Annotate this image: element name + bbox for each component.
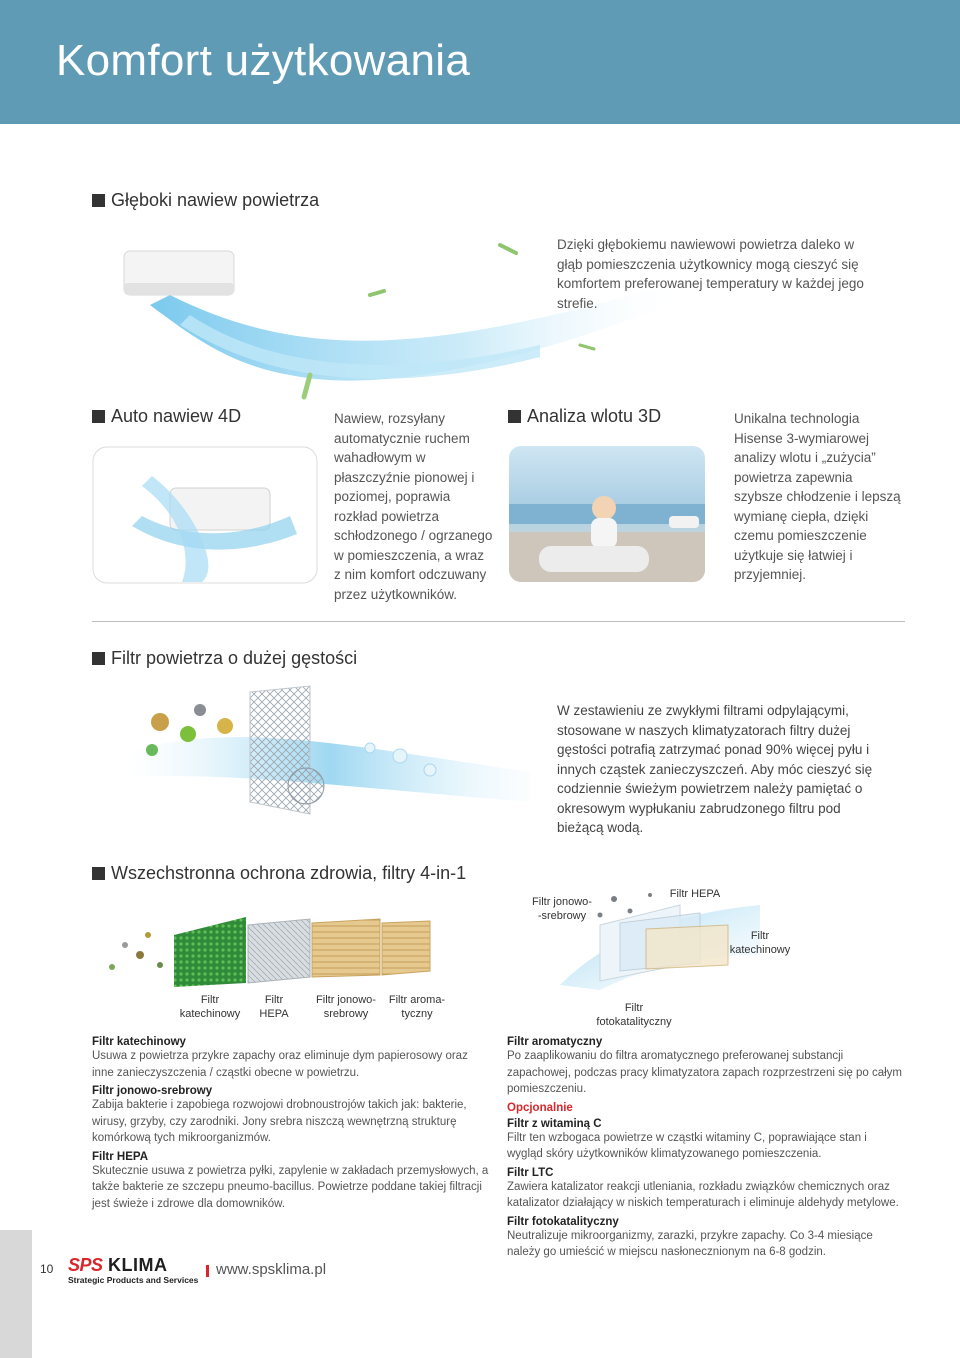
filter-title: Filtr HEPA: [92, 1150, 149, 1163]
page-number: 10: [40, 1262, 54, 1276]
fan-label-photocatalytic: Filtr fotokatalityczny: [596, 1002, 672, 1028]
high-density-filter-text: W zestawieniu ze zwykłymi filtrami odpylającymi, stosowane w naszych klimatyzatorach filtry dużej gęstości potrafią zatrzymać ponad 90% więcej pyłu i innych cząstek zanieczyszczeń. Aby móc cieszyć się codziennie świeżym powietrzem należy pamiętać o okresowym wypłukaniu zabrudzonego filtru pod bieżącą wodą.: [557, 703, 873, 835]
page-header: [0, 0, 960, 124]
3d-analysis-text: Unikalna technologia Hisense 3-wymiarowej analizy wlotu i „zużycia” powietrza zapewnia szybsze chłodzenie i lepszą wymianę ciepła, dzięki czemu pomieszczenie użytkuje się łatwiej i przyjemniej.: [734, 411, 901, 582]
website-link[interactable]: www.spsklima.pl: [216, 1261, 327, 1278]
filter-desc: Filtr ten wzbogaca powietrze w cząstki witaminy C, poprawiające stan i wygląd skóry użytkowników klimatyzowanego pomieszczenia.: [507, 1131, 867, 1160]
auto-4d-illustration: [92, 446, 318, 584]
section-title-4in1: Wszechstronna ochrona zdrowia, filtry 4-in-1: [92, 863, 466, 884]
bullet-square-icon: [92, 867, 105, 880]
filter-title: Filtr z witaminą C: [507, 1117, 602, 1130]
section-title-3d-analysis: Analiza wlotu 3D: [508, 406, 661, 427]
filter-label-catechin: Filtr katechinowy: [179, 994, 241, 1020]
fan-label-catechin: Filtr katechinowy: [729, 930, 791, 956]
family-photo: [509, 446, 705, 582]
url-separator: [206, 1265, 209, 1277]
filter-title: Filtr LTC: [507, 1166, 554, 1179]
section-title-auto-4d: Auto nawiew 4D: [92, 406, 241, 427]
filter-label-aromatic: Filtr aroma- tyczny: [388, 994, 446, 1020]
filter-title: Filtr fotokatalityczny: [507, 1215, 619, 1228]
filter-title: Filtr katechinowy: [92, 1036, 186, 1048]
deep-airflow-text: Dzięki głębokiemu nawiewowi powietrza daleko w głąb pomieszczenia użytkownicy mogą cieszyć się komfortem preferowanej temperatury w każdej jego strefie.: [557, 237, 864, 311]
bullet-square-icon: [92, 410, 105, 423]
filter-title: Filtr jonowo-srebrowy: [92, 1085, 213, 1097]
high-density-filter-illustration: [130, 682, 530, 822]
filter-label-ion-silver: Filtr jonowo- srebrowy: [316, 994, 376, 1020]
section-title-high-density-filter: Filtr powietrza o dużej gęstości: [92, 648, 357, 669]
filter-desc: Zabija bakterie i zapobiega rozwojowi drobnoustrojów takich jak: bakterie, wirusy, grzyby, czy zarodniki. Jony srebra niszczą wewnętrzną strukturę komórkową tych mikroorganizmów.: [92, 1099, 467, 1144]
filter-label-hepa: Filtr HEPA: [259, 994, 289, 1020]
fan-label-ion-silver: Filtr jonowo- -srebrowy: [532, 896, 592, 922]
filter-desc: Zawiera katalizator reakcji utleniania, rozkładu związków chemicznych oraz katalizator działający w niskich temperaturach i eliminuje aldehydy metylowe.: [507, 1180, 899, 1209]
page-side-strip: [0, 1230, 32, 1358]
bullet-square-icon: [92, 652, 105, 665]
optional-label: Opcjonalnie: [507, 1101, 573, 1114]
auto-4d-text: Nawiew, rozsyłany automatycznie ruchem wahadłowym w płaszczyźnie pionowej i poziomej, poprawia rozkład powietrza schłodzonego / ogrzanego w pomieszczenia, a wraz z nim komfort odczuwany przez użytkowników.: [334, 411, 493, 602]
filter-desc: Po zaaplikowaniu do filtra aromatycznego preferowanej substancji zapachowej, podczas pracy klimatyzatora zapach rozprzestrzeni się po całym pomieszczeniu.: [507, 1050, 903, 1095]
bullet-square-icon: [92, 194, 105, 207]
filter-desc: Skutecznie usuwa z powietrza pyłki, zapylenie w zakładach przemysłowych, a także bakterie ze szczepu pneumo-bacillus. Powietrze poddane takiej filtracji jest świeże i zdrowe dla domowników.: [92, 1164, 489, 1210]
fan-label-hepa: Filtr HEPA: [669, 888, 721, 900]
section-title-deep-airflow: Głęboki nawiew powietrza: [92, 190, 319, 211]
filter-title: Filtr aromatyczny: [507, 1036, 603, 1048]
page-title: Komfort użytkowania: [56, 36, 471, 85]
filter-descriptions-right: [507, 1036, 905, 1261]
section-divider: [92, 621, 905, 622]
filter-desc: Usuwa z powietrza przykre zapachy oraz eliminuje dym papierosowy oraz inne zanieczyszczenia / cząstki obecne w powietrzu.: [92, 1050, 468, 1079]
filter-descriptions-left: [92, 1036, 492, 1212]
filter-desc: Neutralizuje mikroorganizmy, zarazki, przykre zapachy. Co 3-4 miesiące należy go umieścić w miejscu nasłonecznionym na 6-8 godzin.: [507, 1229, 873, 1258]
spsklima-logo: SPS KLIMA Strategic Products and Services: [68, 1255, 199, 1285]
filter-stack-illustration: [100, 905, 460, 995]
bullet-square-icon: [508, 410, 521, 423]
